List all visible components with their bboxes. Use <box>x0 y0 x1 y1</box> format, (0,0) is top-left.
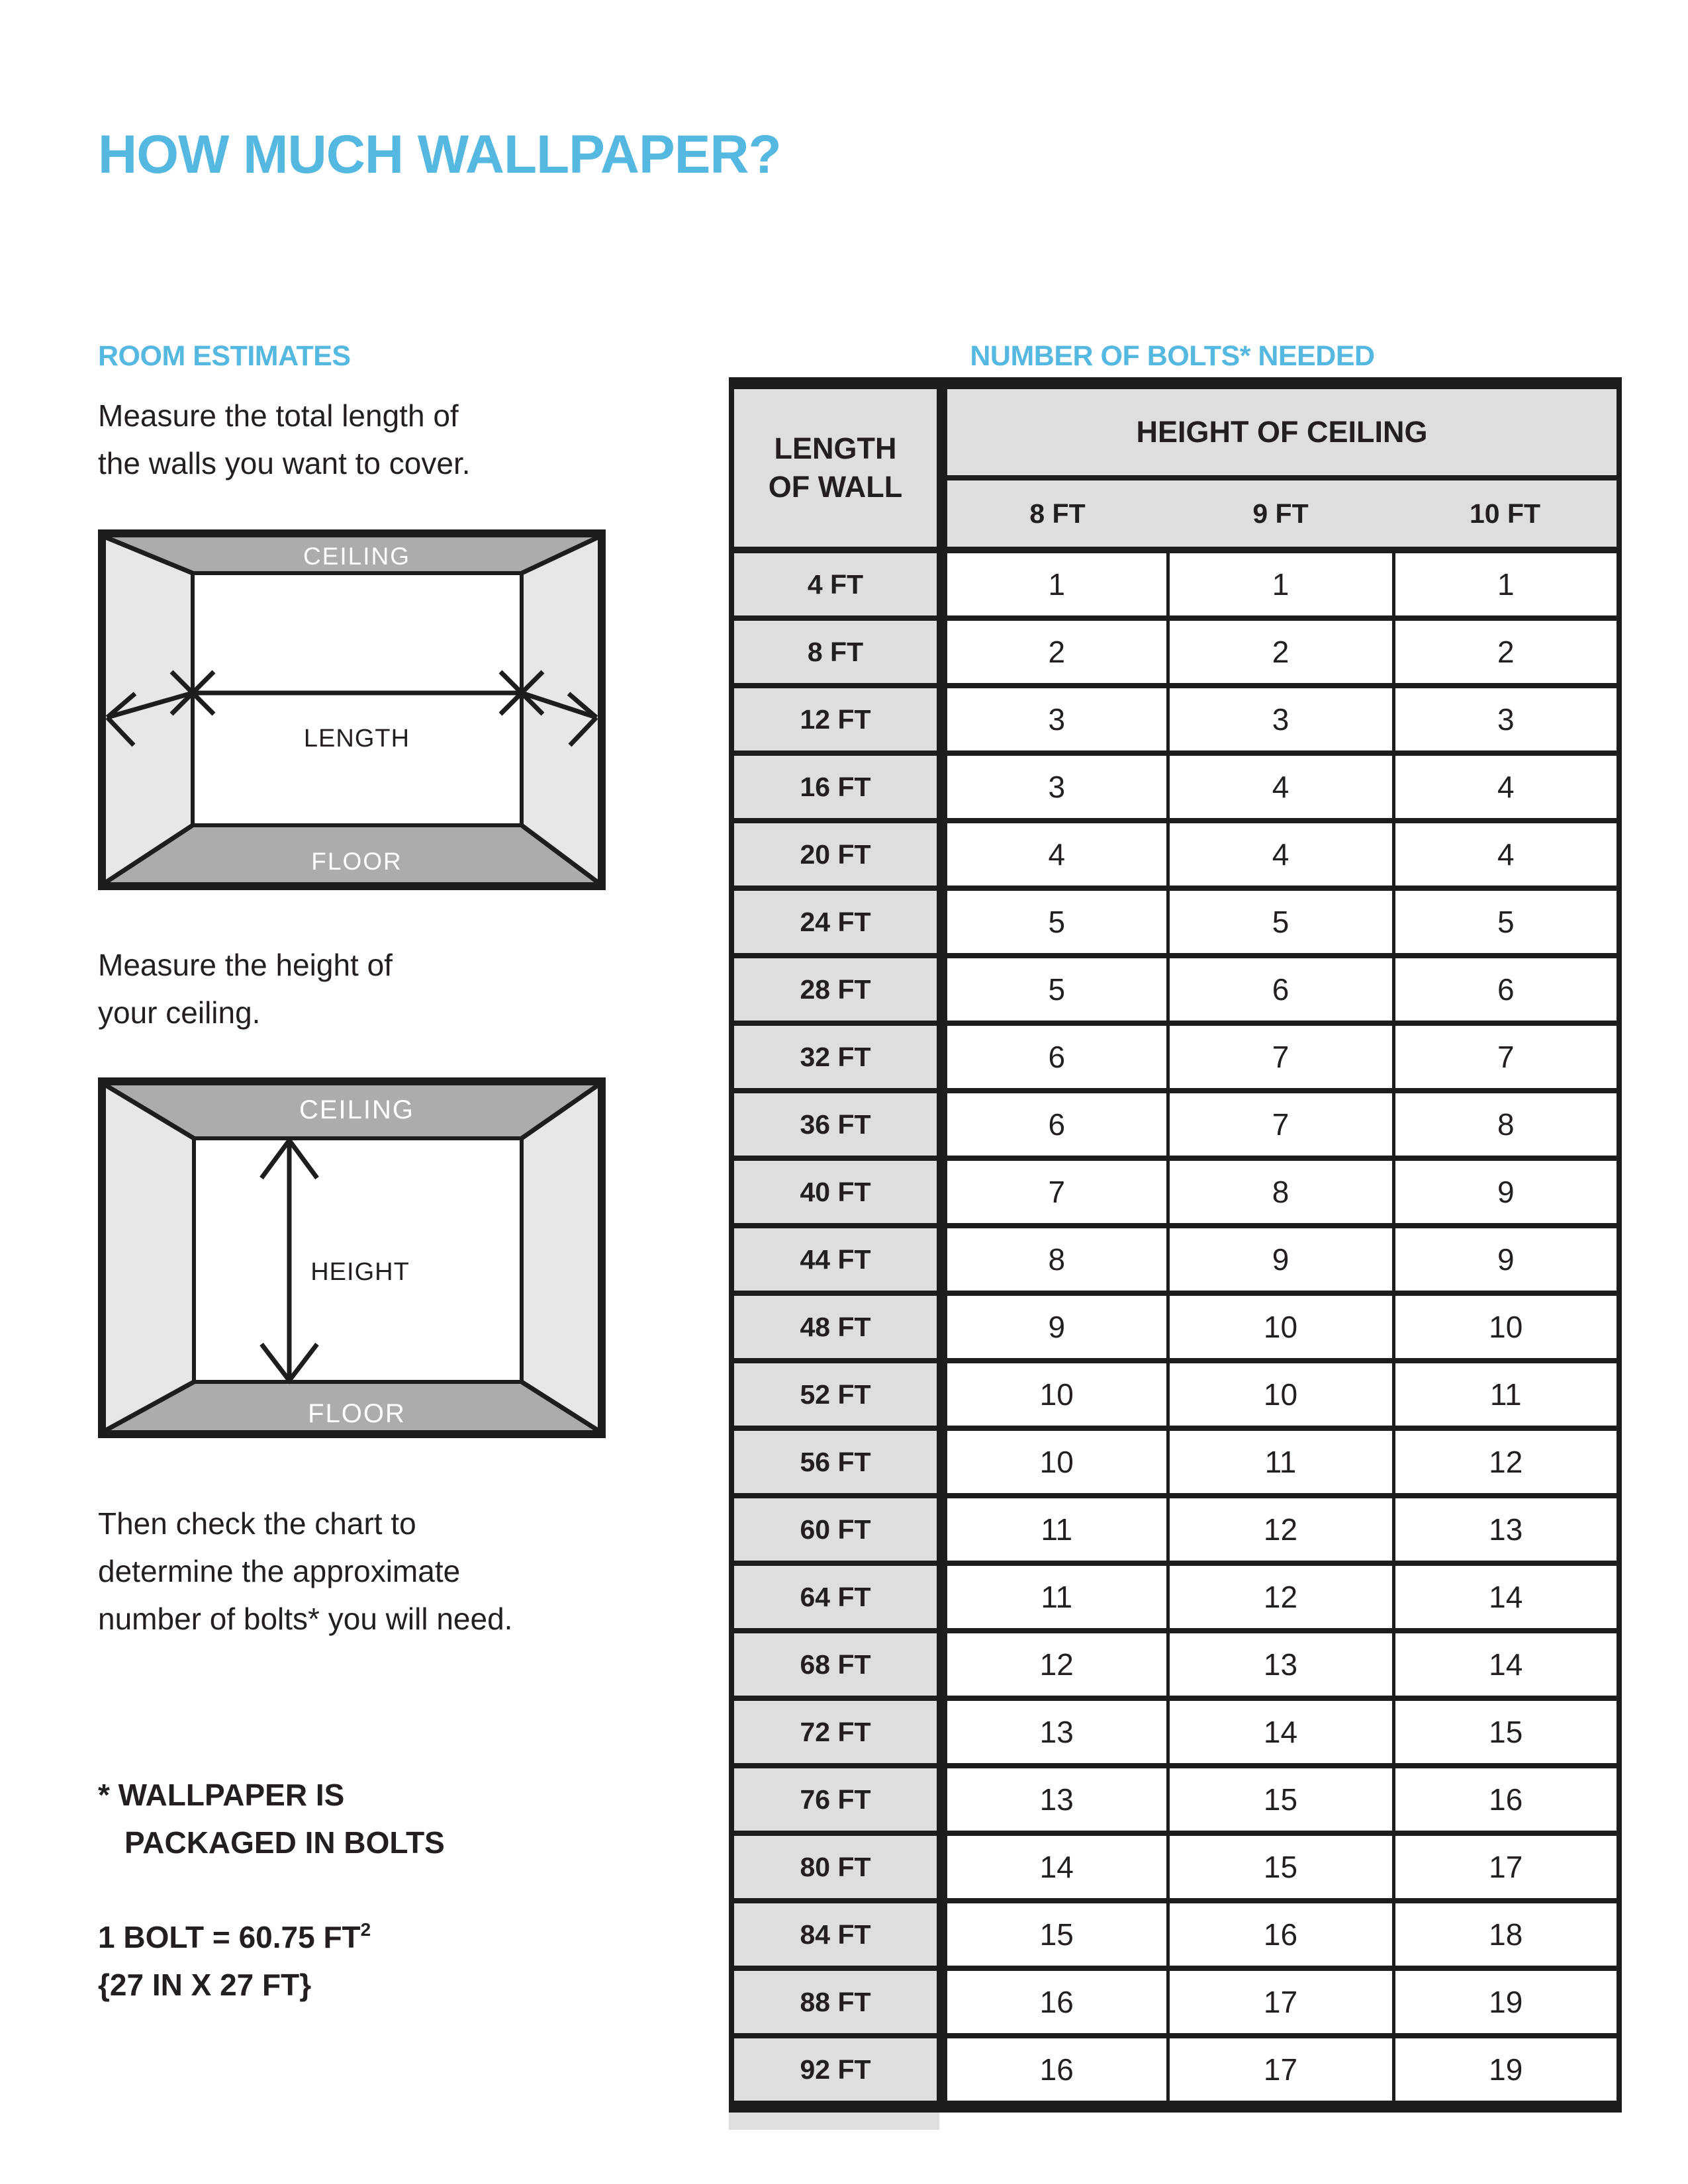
row-label-length-of-wall: 36 FT <box>731 1091 942 1158</box>
row-label-length-of-wall: 92 FT <box>731 2036 942 2107</box>
row-label-length-of-wall: 56 FT <box>731 1428 942 1496</box>
instruction-step-2 <box>98 941 393 1036</box>
bolt-count-cell: 6 <box>1168 956 1393 1023</box>
table-row <box>731 1023 1619 1091</box>
height-label: HEIGHT <box>310 1258 410 1286</box>
table-row <box>731 888 1619 956</box>
row-label-length-of-wall: 24 FT <box>731 888 942 956</box>
ceiling-label: CEILING <box>299 1095 415 1124</box>
row-label-length-of-wall: 48 FT <box>731 1293 942 1361</box>
bolt-count-cell: 8 <box>942 1226 1168 1293</box>
bolt-count-cell: 6 <box>1393 956 1619 1023</box>
section-heading-bolts-needed: NUMBER OF BOLTS* NEEDED <box>970 340 1375 372</box>
bolt-count-cell: 5 <box>942 888 1168 956</box>
bolt-count-cell: 4 <box>1393 753 1619 821</box>
bolt-count-cell: 1 <box>1168 550 1393 618</box>
bolt-count-cell: 10 <box>1168 1293 1393 1361</box>
bolt-count-cell: 9 <box>942 1293 1168 1361</box>
bolt-count-cell: 12 <box>1393 1428 1619 1496</box>
bolt-count-cell: 3 <box>942 753 1168 821</box>
bolts-table-body <box>731 550 1619 2107</box>
bolt-count-cell: 16 <box>942 1968 1168 2036</box>
row-label-length-of-wall: 60 FT <box>731 1496 942 1563</box>
table-row <box>731 1833 1619 1901</box>
bolt-count-cell: 4 <box>1168 821 1393 888</box>
instruction-line: Then check the chart to <box>98 1506 416 1541</box>
table-row <box>731 753 1619 821</box>
instruction-line: the walls you want to cover. <box>98 446 471 480</box>
table-row <box>731 618 1619 686</box>
bolt-size-info <box>98 1906 371 2009</box>
bolt-count-cell: 14 <box>1393 1563 1619 1631</box>
bolt-count-cell: 6 <box>942 1023 1168 1091</box>
table-row <box>731 1766 1619 1833</box>
row-label-length-of-wall: 16 FT <box>731 753 942 821</box>
table-row <box>731 1091 1619 1158</box>
bolt-count-cell: 18 <box>1393 1901 1619 1968</box>
bolt-count-cell: 2 <box>942 618 1168 686</box>
row-label-length-of-wall: 20 FT <box>731 821 942 888</box>
table-row <box>731 1293 1619 1361</box>
bolt-count-cell: 9 <box>1393 1158 1619 1226</box>
instruction-line: Measure the total length of <box>98 398 459 433</box>
instruction-step-3 <box>98 1500 512 1643</box>
bolt-count-cell: 3 <box>1168 686 1393 753</box>
bolt-count-cell: 14 <box>942 1833 1168 1901</box>
bolt-count-cell: 5 <box>1393 888 1619 956</box>
bolt-count-cell: 15 <box>1393 1698 1619 1766</box>
table-header-row <box>731 383 1619 478</box>
bolt-count-cell: 1 <box>942 550 1168 618</box>
section-heading-room-estimates: ROOM ESTIMATES <box>98 340 351 372</box>
bolt-count-cell: 16 <box>942 2036 1168 2107</box>
bolt-count-cell: 4 <box>942 821 1168 888</box>
row-label-length-of-wall: 28 FT <box>731 956 942 1023</box>
bolt-count-cell: 2 <box>1168 618 1393 686</box>
ceiling-label: CEILING <box>303 543 411 570</box>
bolt-count-cell: 3 <box>942 686 1168 753</box>
floor-label: FLOOR <box>311 848 402 875</box>
bolt-count-cell: 15 <box>1168 1766 1393 1833</box>
bolt-count-cell: 4 <box>1168 753 1393 821</box>
bolt-count-cell: 19 <box>1393 2036 1619 2107</box>
bolt-count-cell: 12 <box>942 1631 1168 1698</box>
row-label-length-of-wall: 8 FT <box>731 618 942 686</box>
table-row <box>731 2036 1619 2107</box>
bolts-needed-table <box>729 377 1622 2113</box>
bolt-count-cell: 7 <box>1168 1023 1393 1091</box>
instruction-step-1 <box>98 392 471 487</box>
table-row <box>731 956 1619 1023</box>
bolt-dimensions: {27 IN X 27 FT} <box>98 1968 312 2002</box>
bolt-count-cell: 15 <box>1168 1833 1393 1901</box>
bolt-count-cell: 12 <box>1168 1563 1393 1631</box>
bolt-count-cell: 15 <box>942 1901 1168 1968</box>
bolt-count-cell: 10 <box>1168 1361 1393 1428</box>
row-label-length-of-wall: 52 FT <box>731 1361 942 1428</box>
corner-header-length-of-wall <box>731 383 942 550</box>
room-length-diagram <box>98 529 606 890</box>
bolt-count-cell: 6 <box>942 1091 1168 1158</box>
back-wall <box>193 573 522 825</box>
bolt-count-cell: 3 <box>1393 686 1619 753</box>
row-label-length-of-wall: 40 FT <box>731 1158 942 1226</box>
bolt-equation: 1 BOLT = 60.75 $FT^2$ <box>98 1919 371 1954</box>
bolt-count-cell: 13 <box>1168 1631 1393 1698</box>
column-header-9ft: 9 FT <box>1168 478 1393 550</box>
bolt-count-cell: 9 <box>1168 1226 1393 1293</box>
bolts-table-container <box>729 377 1616 2130</box>
bolt-count-cell: 5 <box>942 956 1168 1023</box>
row-label-length-of-wall: 84 FT <box>731 1901 942 1968</box>
bolt-count-cell: 12 <box>1168 1496 1393 1563</box>
bolt-count-cell: 2 <box>1393 618 1619 686</box>
bolt-count-cell: 8 <box>1168 1158 1393 1226</box>
footnote-line: * WALLPAPER IS <box>98 1778 345 1812</box>
bolt-count-cell: 11 <box>1168 1428 1393 1496</box>
page-title: HOW MUCH WALLPAPER? <box>98 124 781 185</box>
bolt-count-cell: 13 <box>1393 1496 1619 1563</box>
room-height-diagram <box>98 1077 606 1438</box>
column-header-10ft: 10 FT <box>1393 478 1619 550</box>
bolt-count-cell: 17 <box>1168 1968 1393 2036</box>
bolt-count-cell: 11 <box>942 1496 1168 1563</box>
row-label-length-of-wall: 76 FT <box>731 1766 942 1833</box>
row-label-length-of-wall: 88 FT <box>731 1968 942 2036</box>
squared-exponent: 2 <box>360 1919 371 1940</box>
bolt-count-cell: 10 <box>1393 1293 1619 1361</box>
table-row <box>731 1496 1619 1563</box>
bolt-count-cell: 19 <box>1393 1968 1619 2036</box>
wallpaper-bolts-footnote <box>98 1771 445 1866</box>
table-row <box>731 1631 1619 1698</box>
header-height-of-ceiling: HEIGHT OF CEILING <box>942 383 1619 478</box>
bolt-count-cell: 9 <box>1393 1226 1619 1293</box>
bolt-count-cell: 14 <box>1168 1698 1393 1766</box>
table-row <box>731 550 1619 618</box>
bolt-count-cell: 7 <box>1393 1023 1619 1091</box>
right-wall-surface <box>522 1085 598 1430</box>
table-left-column-overhang <box>729 2113 939 2130</box>
instruction-line: determine the approximate <box>98 1554 461 1588</box>
table-row <box>731 1901 1619 1968</box>
table-row <box>731 686 1619 753</box>
column-header-8ft: 8 FT <box>942 478 1168 550</box>
table-row <box>731 1226 1619 1293</box>
bolt-count-cell: 5 <box>1168 888 1393 956</box>
row-label-length-of-wall: 44 FT <box>731 1226 942 1293</box>
instruction-line: number of bolts* you will need. <box>98 1602 513 1636</box>
table-row <box>731 1968 1619 2036</box>
bolt-count-cell: 16 <box>1168 1901 1393 1968</box>
table-row <box>731 1698 1619 1766</box>
corner-header-line: OF WALL <box>768 470 903 504</box>
row-label-length-of-wall: 32 FT <box>731 1023 942 1091</box>
bolt-count-cell: 14 <box>1393 1631 1619 1698</box>
bolt-count-cell: 17 <box>1168 2036 1393 2107</box>
row-label-length-of-wall: 68 FT <box>731 1631 942 1698</box>
table-row <box>731 821 1619 888</box>
bolt-count-cell: 1 <box>1393 550 1619 618</box>
row-label-length-of-wall: 4 FT <box>731 550 942 618</box>
bolt-count-cell: 13 <box>942 1698 1168 1766</box>
table-row <box>731 1563 1619 1631</box>
bolt-count-cell: 8 <box>1393 1091 1619 1158</box>
bolt-count-cell: 17 <box>1393 1833 1619 1901</box>
row-label-length-of-wall: 80 FT <box>731 1833 942 1901</box>
table-row <box>731 1158 1619 1226</box>
row-label-length-of-wall: 72 FT <box>731 1698 942 1766</box>
instruction-line: your ceiling. <box>98 995 261 1030</box>
footnote-line: PACKAGED IN BOLTS <box>124 1825 445 1860</box>
bolt-count-cell: 11 <box>1393 1361 1619 1428</box>
table-row <box>731 1361 1619 1428</box>
bolt-count-cell: 10 <box>942 1361 1168 1428</box>
bolt-count-cell: 4 <box>1393 821 1619 888</box>
bolt-count-cell: 7 <box>942 1158 1168 1226</box>
corner-header-line: LENGTH <box>774 431 897 465</box>
bolt-count-cell: 16 <box>1393 1766 1619 1833</box>
row-label-length-of-wall: 12 FT <box>731 686 942 753</box>
left-wall-surface <box>106 1085 194 1430</box>
bolt-count-cell: 10 <box>942 1428 1168 1496</box>
bolt-count-cell: 13 <box>942 1766 1168 1833</box>
bolt-count-cell: 7 <box>1168 1091 1393 1158</box>
length-label: LENGTH <box>303 725 410 752</box>
table-row <box>731 1428 1619 1496</box>
floor-label: FLOOR <box>308 1399 406 1428</box>
instruction-line: Measure the height of <box>98 948 393 982</box>
bolt-count-cell: 11 <box>942 1563 1168 1631</box>
row-label-length-of-wall: 64 FT <box>731 1563 942 1631</box>
